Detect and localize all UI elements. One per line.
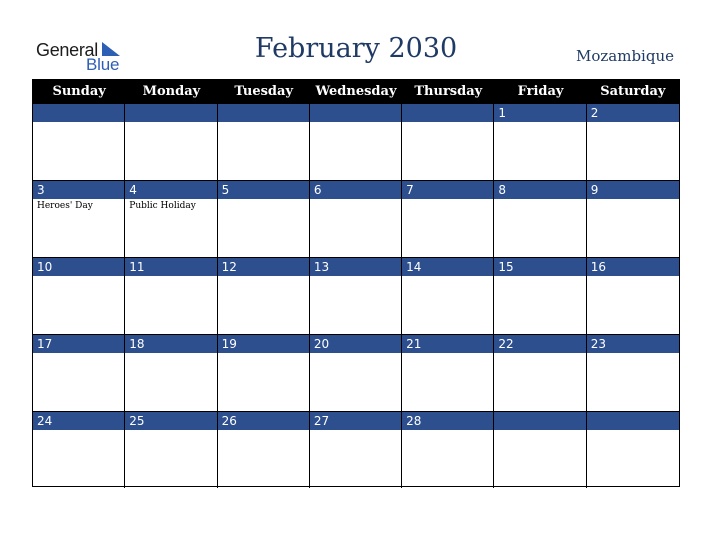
week-row-3 bbox=[33, 257, 679, 334]
day-number bbox=[587, 412, 679, 430]
day-number bbox=[494, 412, 585, 430]
day-number: 8 bbox=[494, 181, 585, 199]
day-cell bbox=[494, 180, 586, 257]
day-number: 13 bbox=[310, 258, 401, 276]
holiday-label bbox=[218, 430, 309, 432]
holiday-label bbox=[310, 122, 401, 124]
holiday-label bbox=[33, 276, 124, 278]
calendar-title: February 2030 bbox=[254, 33, 458, 64]
day-number: 15 bbox=[494, 258, 585, 276]
holiday-label bbox=[494, 199, 585, 201]
day-number: 14 bbox=[402, 258, 493, 276]
day-cell bbox=[33, 334, 125, 411]
day-number: 9 bbox=[587, 181, 679, 199]
weekday-tuesday: Tuesday bbox=[234, 84, 293, 99]
weekday-sunday: Sunday bbox=[52, 84, 106, 99]
holiday-label bbox=[494, 430, 585, 432]
day-number: 5 bbox=[218, 181, 309, 199]
day-cell bbox=[218, 334, 310, 411]
day-number: 27 bbox=[310, 412, 401, 430]
day-cell bbox=[33, 180, 125, 257]
day-number: 18 bbox=[125, 335, 216, 353]
holiday-label bbox=[125, 353, 216, 355]
holiday-label: Heroes' Day bbox=[37, 201, 93, 211]
weekday-header-row bbox=[33, 80, 679, 103]
country-label: Mozambique bbox=[576, 47, 674, 65]
day-cell bbox=[402, 334, 494, 411]
holiday-label bbox=[587, 353, 679, 355]
day-number: 20 bbox=[310, 335, 401, 353]
day-cell bbox=[125, 411, 217, 488]
holiday-label bbox=[125, 430, 216, 432]
day-number: 12 bbox=[218, 258, 309, 276]
day-cell bbox=[33, 103, 125, 180]
holiday-label bbox=[218, 353, 309, 355]
day-number: 17 bbox=[33, 335, 124, 353]
day-cell bbox=[402, 257, 494, 334]
day-cell bbox=[587, 103, 679, 180]
day-number: 3 bbox=[33, 181, 124, 199]
holiday-label bbox=[587, 122, 679, 124]
weekday-thursday: Thursday bbox=[414, 84, 483, 99]
day-number bbox=[402, 104, 493, 122]
day-cell bbox=[310, 334, 402, 411]
logo-blue-text: Blue bbox=[86, 55, 120, 74]
day-number: 24 bbox=[33, 412, 124, 430]
day-number: 22 bbox=[494, 335, 585, 353]
holiday-label bbox=[218, 276, 309, 278]
day-cell bbox=[402, 411, 494, 488]
week-row-4 bbox=[33, 334, 679, 411]
calendar-grid bbox=[32, 79, 680, 487]
day-cell bbox=[218, 411, 310, 488]
day-cell bbox=[310, 257, 402, 334]
holiday-label bbox=[402, 353, 493, 355]
day-number: 6 bbox=[310, 181, 401, 199]
day-cell bbox=[494, 411, 586, 488]
day-cell bbox=[33, 257, 125, 334]
holiday-label bbox=[125, 122, 216, 124]
day-cell bbox=[218, 257, 310, 334]
day-number bbox=[125, 104, 216, 122]
holiday-label bbox=[218, 199, 309, 201]
holiday-label bbox=[402, 276, 493, 278]
day-cell bbox=[125, 180, 217, 257]
day-number: 25 bbox=[125, 412, 216, 430]
holiday-label bbox=[402, 430, 493, 432]
day-number: 7 bbox=[402, 181, 493, 199]
day-cell bbox=[310, 103, 402, 180]
weekday-wednesday: Wednesday bbox=[315, 84, 397, 99]
week-row-2 bbox=[33, 180, 679, 257]
holiday-label: Public Holiday bbox=[129, 201, 196, 211]
holiday-label bbox=[218, 122, 309, 124]
holiday-label bbox=[33, 122, 124, 124]
holiday-label bbox=[402, 122, 493, 124]
day-cell bbox=[494, 334, 586, 411]
day-cell bbox=[587, 180, 679, 257]
holiday-label bbox=[310, 353, 401, 355]
day-cell bbox=[125, 334, 217, 411]
day-cell bbox=[587, 411, 679, 488]
holiday-label bbox=[310, 276, 401, 278]
holiday-label bbox=[125, 276, 216, 278]
holiday-label bbox=[310, 199, 401, 201]
holiday-label bbox=[402, 199, 493, 201]
day-number: 11 bbox=[125, 258, 216, 276]
day-cell bbox=[33, 411, 125, 488]
holiday-label bbox=[494, 122, 585, 124]
day-cell bbox=[125, 257, 217, 334]
holiday-label bbox=[33, 430, 124, 432]
day-cell bbox=[587, 334, 679, 411]
day-cell bbox=[218, 103, 310, 180]
day-number bbox=[310, 104, 401, 122]
day-cell bbox=[310, 180, 402, 257]
holiday-label bbox=[310, 430, 401, 432]
day-cell bbox=[402, 103, 494, 180]
logo-general-text: General bbox=[36, 40, 98, 60]
week-row-5 bbox=[33, 411, 679, 488]
day-cell bbox=[125, 103, 217, 180]
day-cell bbox=[402, 180, 494, 257]
day-number: 28 bbox=[402, 412, 493, 430]
holiday-label bbox=[494, 353, 585, 355]
day-number: 4 bbox=[125, 181, 216, 199]
day-cell bbox=[494, 103, 586, 180]
day-number bbox=[33, 104, 124, 122]
week-row-1 bbox=[33, 103, 679, 180]
day-cell bbox=[218, 180, 310, 257]
day-number: 19 bbox=[218, 335, 309, 353]
day-number: 2 bbox=[587, 104, 679, 122]
day-number: 26 bbox=[218, 412, 309, 430]
day-number: 23 bbox=[587, 335, 679, 353]
day-number: 21 bbox=[402, 335, 493, 353]
day-cell bbox=[494, 257, 586, 334]
weekday-saturday: Saturday bbox=[600, 84, 666, 99]
holiday-label bbox=[587, 430, 679, 432]
holiday-label bbox=[587, 199, 679, 201]
day-number: 10 bbox=[33, 258, 124, 276]
holiday-label bbox=[587, 276, 679, 278]
day-number: 1 bbox=[494, 104, 585, 122]
day-number: 16 bbox=[587, 258, 679, 276]
holiday-label bbox=[33, 353, 124, 355]
day-cell bbox=[587, 257, 679, 334]
weekday-monday: Monday bbox=[142, 84, 201, 99]
day-cell bbox=[310, 411, 402, 488]
weekday-friday: Friday bbox=[517, 84, 564, 99]
holiday-label bbox=[494, 276, 585, 278]
day-number bbox=[218, 104, 309, 122]
